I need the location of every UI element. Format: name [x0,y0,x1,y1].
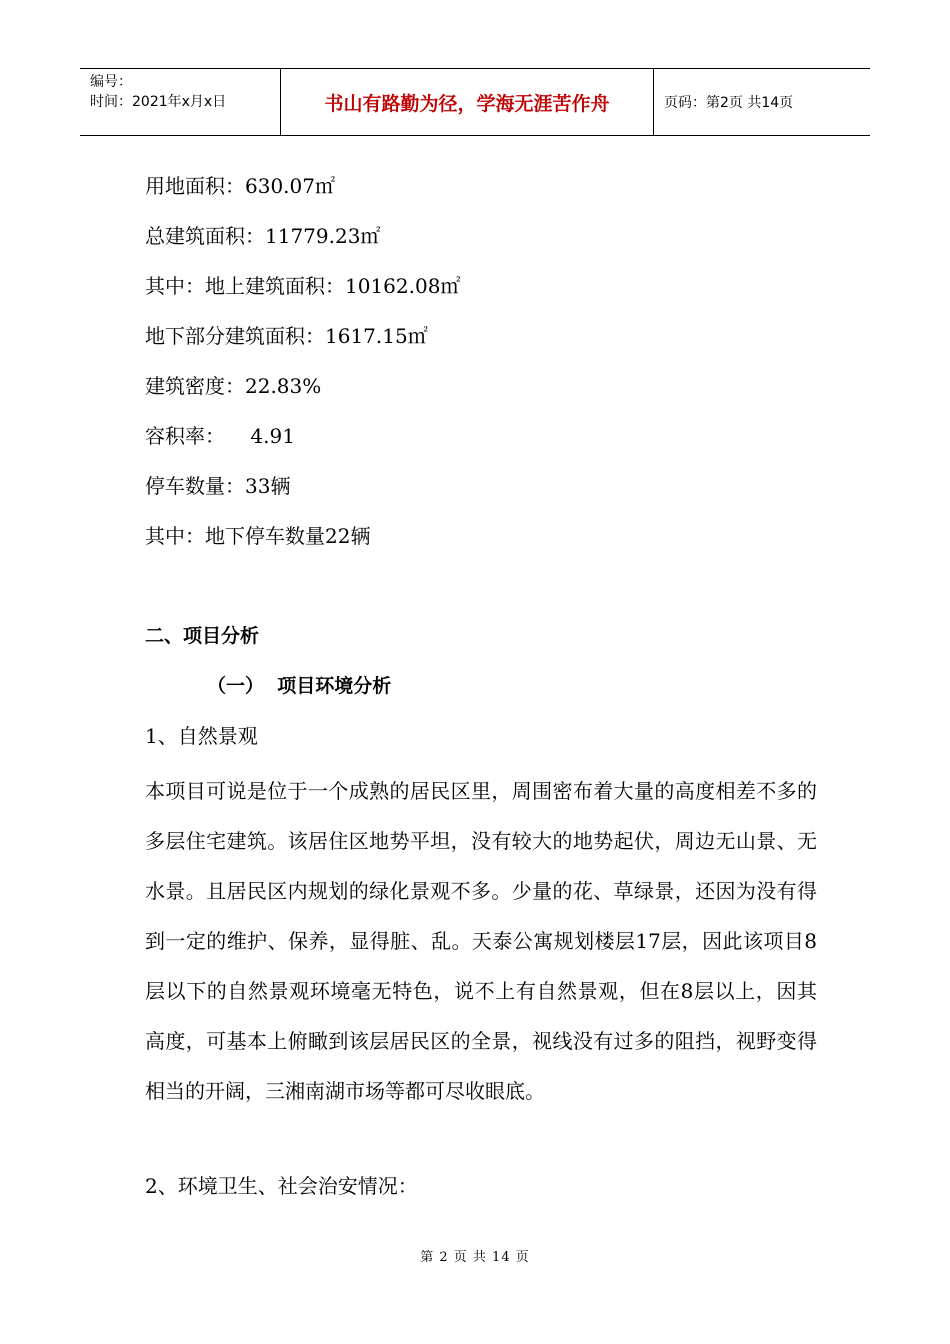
item1-title: 1、自然景观 [145,724,258,748]
fact-underground-area: 地下部分建筑面积：1617.15㎡ [145,324,428,348]
fact-above-ground-area: 其中：地上建筑面积：10162.08㎡ [145,274,461,298]
item2-title: 2、环境卫生、社会治安情况： [145,1174,418,1198]
section-title: 二、项目分析 [145,625,260,647]
item1-paragraph: 本项目可说是位于一个成熟的居民区里，周围密布着大量的高度相差不多的多层住宅建筑。该居住区地势平坦，没有较大的地势起伏，周边无山景、无水景。且居民区内规划的绿化景观不多。少量的花、草绿景，还因为没有得到一定的维护、保养，显得脏、乱。天泰公寓规划楼层17层，因此该项目8层以下的自然景观环境毫无特色，说不上有自然景观，但在8层以上，因其高度，可基本上俯瞰到该层居民区的全景，视线没有过多的阻挡，视野变得相当的开阔，三湘南湖市场等都可尽收眼底。 [145,779,817,1103]
subsection-title: （一） 项目环境分析 [207,675,392,697]
page-label: 页码：第2页 共14页 [664,95,794,111]
motto-cell [281,69,654,135]
header-meta-cell [80,69,281,135]
fact-land-area: 用地面积：630.07㎡ [145,174,335,198]
time-label: 时间：2021年x月x日 [90,94,227,110]
document-header [80,68,870,136]
fact-parking-count: 停车数量：33辆 [145,474,291,498]
motto-text: 书山有路勤为径，学海无涯苦作舟 [324,92,610,115]
fact-underground-parking: 其中：地下停车数量22辆 [145,524,371,548]
number-label: 编号： [90,74,132,90]
fact-plot-ratio: 容积率： 4.91 [145,424,295,448]
page-cell [654,69,870,135]
fact-total-area: 总建筑面积：11779.23㎡ [145,224,381,248]
fact-building-density: 建筑密度：22.83% [145,374,322,398]
page-footer: 第 2 页 共 14 页 [420,1250,530,1265]
